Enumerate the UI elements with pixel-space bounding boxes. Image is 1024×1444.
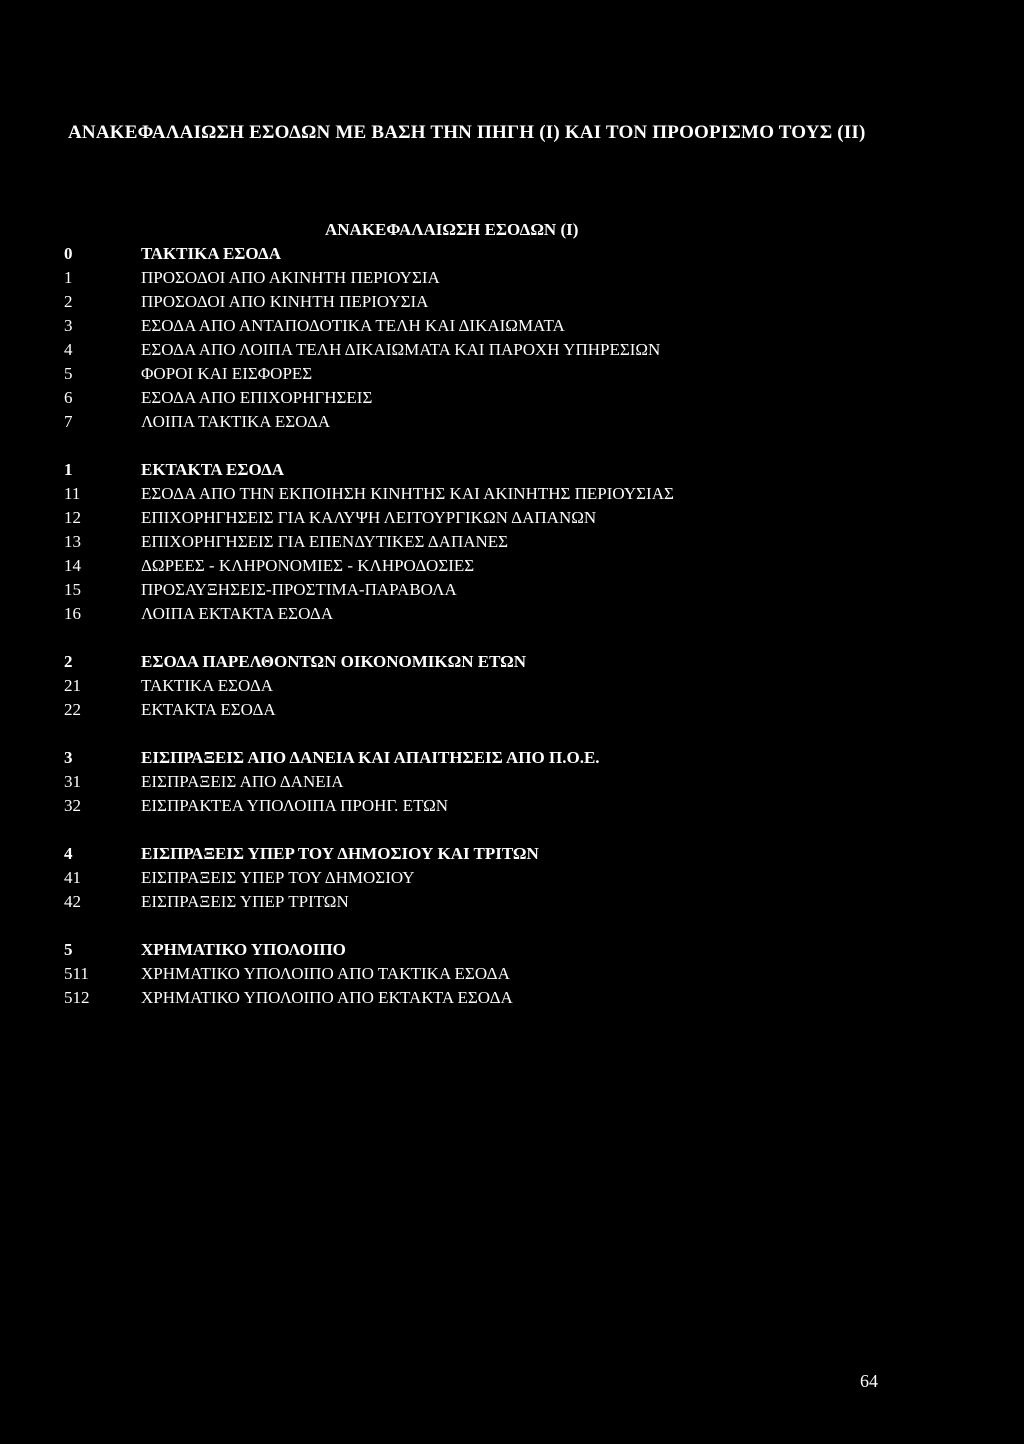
revenue-section [0,242,1024,434]
item-code: 4 [64,340,73,359]
item-code: 6 [64,388,73,407]
item-label: ΕΙΣΠΡΑΞΕΙΣ ΑΠΟ ΔΑΝΕΙΑ [141,772,344,791]
section-code: 3 [64,748,73,767]
item-code: 7 [64,412,73,431]
list-item [0,530,1024,554]
summary-subtitle: ΑΝΑΚΕΦΑΛΑΙΩΣΗ ΕΣΟΔΩΝ (Ι) [325,220,579,239]
item-code: 22 [64,700,81,719]
item-code: 512 [64,988,90,1007]
list-item [0,602,1024,626]
section-heading [0,458,1024,482]
item-code: 15 [64,580,81,599]
list-item [0,674,1024,698]
item-label: ΠΡΟΣΟΔΟΙ ΑΠΟ ΑΚΙΝΗΤΗ ΠΕΡΙΟΥΣΙΑ [141,268,440,287]
list-item [0,482,1024,506]
list-item [0,338,1024,362]
section-label: ΕΚΤΑΚΤΑ ΕΣΟΔΑ [141,460,285,479]
section-heading [0,650,1024,674]
list-item [0,962,1024,986]
item-code: 16 [64,604,81,623]
item-code: 2 [64,292,73,311]
revenue-section [0,650,1024,722]
item-code: 12 [64,508,81,527]
item-code: 41 [64,868,81,887]
item-code: 14 [64,556,81,575]
page-title: ΑΝΑΚΕΦΑΛΑΙΩΣΗ ΕΣΟΔΩΝ ΜΕ ΒΑΣΗ ΤΗΝ ΠΗΓΗ (Ι) ΚΑΙ ΤΟΝ ΠΡΟΟΡΙΣΜΟ ΤΟΥΣ (ΙΙ) [68,122,866,143]
revenue-section [0,458,1024,626]
list-item [0,866,1024,890]
section-code: 5 [64,940,73,959]
list-item [0,506,1024,530]
section-label: ΕΙΣΠΡΑΞΕΙΣ ΥΠΕΡ ΤΟΥ ΔΗΜΟΣΙΟΥ ΚΑΙ ΤΡΙΤΩΝ [141,844,539,863]
item-code: 31 [64,772,81,791]
item-label: ΛΟΙΠΑ ΕΚΤΑΚΤΑ ΕΣΟΔΑ [141,604,334,623]
section-heading [0,242,1024,266]
item-label: ΛΟΙΠΑ ΤΑΚΤΙΚΑ ΕΣΟΔΑ [141,412,331,431]
item-label: ΕΠΙΧΟΡΗΓΗΣΕΙΣ ΓΙΑ ΚΑΛΥΨΗ ΛΕΙΤΟΥΡΓΙΚΩΝ ΔΑΠΑΝΩΝ [141,508,597,527]
list-item [0,770,1024,794]
item-label: ΕΚΤΑΚΤΑ ΕΣΟΔΑ [141,700,276,719]
item-label: ΕΙΣΠΡΑΞΕΙΣ ΥΠΕΡ ΤΟΥ ΔΗΜΟΣΙΟΥ [141,868,415,887]
section-label: ΕΣΟΔΑ ΠΑΡΕΛΘΟΝΤΩΝ ΟΙΚΟΝΟΜΙΚΩΝ ΕΤΩΝ [141,652,526,671]
section-label: ΤΑΚΤΙΚΑ ΕΣΟΔΑ [141,244,281,263]
item-code: 42 [64,892,81,911]
item-label: ΧΡΗΜΑΤΙΚΟ ΥΠΟΛΟΙΠΟ ΑΠΟ ΕΚΤΑΚΤΑ ΕΣΟΔΑ [141,988,513,1007]
item-label: ΕΙΣΠΡΑΞΕΙΣ ΥΠΕΡ ΤΡΙΤΩΝ [141,892,349,911]
revenue-section [0,938,1024,1010]
revenue-section [0,746,1024,818]
item-label: ΕΣΟΔΑ ΑΠΟ ΤΗΝ ΕΚΠΟΙΗΣΗ ΚΙΝΗΤΗΣ ΚΑΙ ΑΚΙΝΗΤΗΣ ΠΕΡΙΟΥΣΙΑΣ [141,484,674,503]
list-item [0,890,1024,914]
item-code: 13 [64,532,81,551]
item-label: ΔΩΡΕΕΣ - ΚΛΗΡΟΝΟΜΙΕΣ - ΚΛΗΡΟΔΟΣΙΕΣ [141,556,475,575]
item-code: 32 [64,796,81,815]
section-code: 4 [64,844,73,863]
item-label: ΕΣΟΔΑ ΑΠΟ ΕΠΙΧΟΡΗΓΗΣΕΙΣ [141,388,373,407]
item-code: 5 [64,364,73,383]
list-item [0,266,1024,290]
list-item [0,386,1024,410]
item-label: ΕΙΣΠΡΑΚΤΕΑ ΥΠΟΛΟΙΠΑ ΠΡΟΗΓ. ΕΤΩΝ [141,796,449,815]
list-item [0,698,1024,722]
item-label: ΤΑΚΤΙΚΑ ΕΣΟΔΑ [141,676,274,695]
section-label: ΕΙΣΠΡΑΞΕΙΣ ΑΠΟ ΔΑΝΕΙΑ ΚΑΙ ΑΠΑΙΤΗΣΕΙΣ ΑΠΟ Π.Ο.Ε. [141,748,600,767]
revenue-section [0,842,1024,914]
item-label: ΦΟΡΟΙ ΚΑΙ ΕΙΣΦΟΡΕΣ [141,364,313,383]
item-label: ΧΡΗΜΑΤΙΚΟ ΥΠΟΛΟΙΠΟ ΑΠΟ ΤΑΚΤΙΚΑ ΕΣΟΔΑ [141,964,510,983]
item-code: 11 [64,484,81,503]
section-code: 2 [64,652,73,671]
section-code: 0 [64,244,73,263]
item-label: ΕΣΟΔΑ ΑΠΟ ΛΟΙΠΑ ΤΕΛΗ ΔΙΚΑΙΩΜΑΤΑ ΚΑΙ ΠΑΡΟΧΗ ΥΠΗΡΕΣΙΩΝ [141,340,661,359]
item-code: 21 [64,676,81,695]
list-item [0,578,1024,602]
revenue-sections [0,242,1024,1034]
list-item [0,554,1024,578]
item-code: 3 [64,316,73,335]
list-item [0,314,1024,338]
item-label: ΠΡΟΣΟΔΟΙ ΑΠΟ ΚΙΝΗΤΗ ΠΕΡΙΟΥΣΙΑ [141,292,429,311]
item-label: ΕΠΙΧΟΡΗΓΗΣΕΙΣ ΓΙΑ ΕΠΕΝΔΥΤΙΚΕΣ ΔΑΠΑΝΕΣ [141,532,509,551]
section-heading [0,842,1024,866]
list-item [0,794,1024,818]
section-heading [0,746,1024,770]
list-item [0,410,1024,434]
section-label: ΧΡΗΜΑΤΙΚΟ ΥΠΟΛΟΙΠΟ [141,940,346,959]
item-code: 511 [64,964,89,983]
item-label: ΕΣΟΔΑ ΑΠΟ ΑΝΤΑΠΟΔΟΤΙΚΑ ΤΕΛΗ ΚΑΙ ΔΙΚΑΙΩΜΑΤΑ [141,316,565,335]
section-heading [0,938,1024,962]
list-item [0,986,1024,1010]
item-label: ΠΡΟΣΑΥΞΗΣΕΙΣ-ΠΡΟΣΤΙΜΑ-ΠΑΡΑΒΟΛΑ [141,580,457,599]
list-item [0,290,1024,314]
item-code: 1 [64,268,73,287]
section-code: 1 [64,460,73,479]
list-item [0,362,1024,386]
page-number: 64 [860,1371,878,1391]
